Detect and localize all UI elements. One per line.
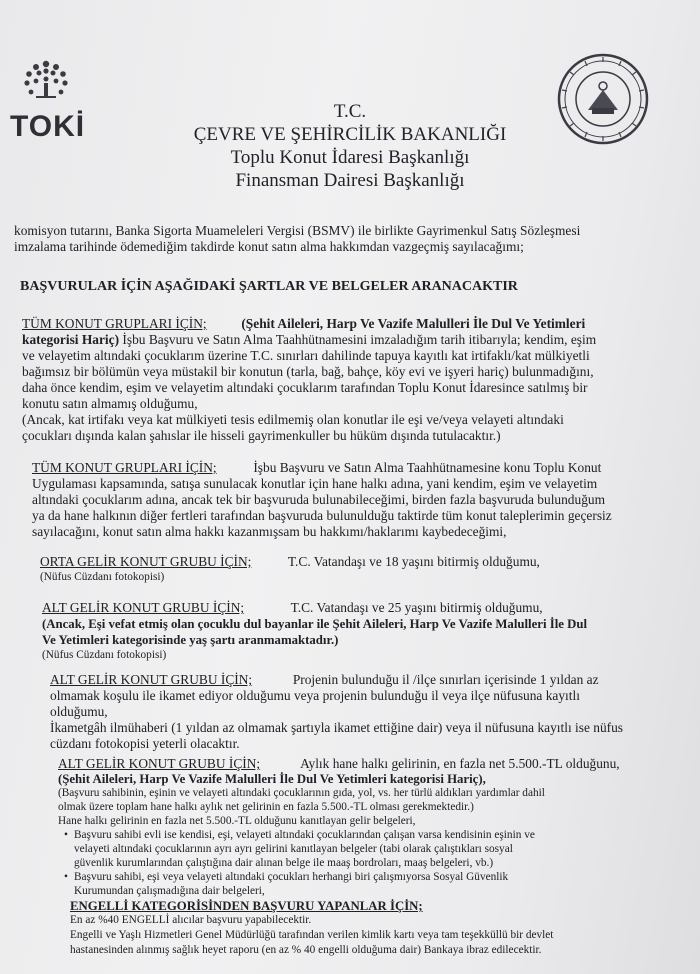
section-6-bullet: • Başvuru sahibi evli ise kendisi, eşi, velayeti altındaki çocuklarından çalışan varsa kendisinin eşinin ve <box>64 829 535 841</box>
section-7-line: En az %40 ENGELLİ alıcılar başvuru yapabilecektir. <box>70 914 312 926</box>
section-5-title: ALT GELİR KONUT GRUBU İÇİN; <box>50 672 253 687</box>
header-ministry: ÇEVRE VE ŞEHİRCİLİK BAKANLIĞI <box>193 124 507 145</box>
section-2-line: ya da hane halkının diğer fertleri tarafından başvuruda bulunulduğu taktirde tüm konut taleplerimin geçersiz <box>32 508 612 523</box>
section-4-note: (Nüfus Cüzdanı fotokopisi) <box>42 649 167 661</box>
section-4-bold: (Ancak, Eşi vefat etmiş olan çocuklu dul bayanlar ile Şehit Aileleri, Harp Ve Vazife Malulleri İle Dul <box>42 617 588 631</box>
section-1-title: TÜM KONUT GRUPLARI İÇİN; <box>22 316 207 331</box>
section-1-line <box>22 316 585 332</box>
section-1-line: konutu satın almamış olduğumu, <box>22 396 198 411</box>
section-6-bold: (Şehit Aileleri, Harp Ve Vazife Malulleri İle Dul Ve Yetimleri kategorisi Hariç), <box>58 772 486 786</box>
section-6-line: ALT GELİR KONUT GRUBU İÇİN; Aylık hane halkı gelirinin, en fazla net 5.500.-TL olduğunu, <box>58 756 620 771</box>
section-1-line: çocukları dışında kalan şahıslar ile hisseli gayrimenkuller bu hüküm dışında tutulacaktır.) <box>22 428 501 443</box>
section-1-line: kategorisi Hariç) İşbu Başvuru ve Satın Alma Taahhütnamesini imzaladığım tarih itibarıyla; kendim, eşim <box>22 332 597 347</box>
section-1-line: (Ancak, kat irtifakı veya kat mülkiyeti tesis edilmemiş olan konutlar ile eşi ve/veya velayeti altındaki <box>22 412 564 427</box>
section-3-title: ORTA GELİR KONUT GRUBU İÇİN; <box>40 554 252 569</box>
section-6-line: (Başvuru sahibinin, eşinin ve velayeti altındaki çocuklarının gıda, yol, vs. her türlü aldıkları yardımlar dahil <box>58 787 545 799</box>
section-2-line: altındaki çocuklarım adına, ancak tek bir başvuruda bulunabileceğimi, birden fazla başvuruda bulunduğum <box>32 492 606 507</box>
section-7-title: ENGELLİ KATEGORİSİNDEN BAŞVURU YAPANLAR İÇİN; <box>70 899 423 913</box>
section-3-line: ORTA GELİR KONUT GRUBU İÇİN; T.C. Vatandaşı ve 18 yaşını bitirmiş olduğumu, <box>40 554 540 569</box>
section-5-line: olduğumu, <box>50 704 108 719</box>
section-6-bullet: • Başvuru sahibi, eşi veya velayeti altındaki çocukları herhangi biri çalışmıyorsa Sosyal Güvenlik <box>64 871 509 883</box>
header-finance-dept: Finansman Dairesi Başkanlığı <box>235 170 465 191</box>
section-5-line: ALT GELİR KONUT GRUBU İÇİN; Projenin bulunduğu il /ilçe sınırları içerisinde 1 yıldan az <box>50 672 599 687</box>
section-1-line: bağımsız bir bölümün veya müstakil bir konutun (tarla, bağ, bahçe, köy evi ve işyeri hariç) bulunmadığını, <box>22 364 594 379</box>
section-2-line: Uygulaması kapsamında, satışa sunulacak konutlar için hane halkı adına, yani kendim, eşim ve velayetim <box>32 476 598 491</box>
toki-logo-text: TOKİ <box>10 110 86 143</box>
section-6-bullet-cont: velayeti altındaki çocuklarının ayrı ayrı gelirini kanıtlayan belgeler (tabi olarak çalıştıkları sosyal <box>74 843 513 855</box>
section-7-line: hastanesinden alınmış sağlık heyet raporu (en az % 40 engelli olduğuma dair) Bankaya ibraz edilecektir. <box>70 944 542 956</box>
section-1-line: ve velayetim altındaki çocuklarım üzerine T.C. sınırları dahilinde tapuya kayıtlı kat irtifaklı/kat mülkiyetli <box>22 348 590 363</box>
section-3-note: (Nüfus Cüzdanı fotokopisi) <box>40 571 165 583</box>
section-4-title: ALT GELİR KONUT GRUBU İÇİN; <box>42 600 245 615</box>
section-1-line: daha önce kendim, eşim ve velayetim altındaki çocuklarım tarafından Toplu Konut İdaresince satılmış bir <box>22 380 588 395</box>
section-2-line: TÜM KONUT GRUPLARI İÇİN; İşbu Başvuru ve Satın Alma Taahhütnamesine konu Toplu Konut <box>32 460 602 475</box>
intro-line: komisyon tutarını, Banka Sigorta Muameleleri Vergisi (BSMV) ile birlikte Gayrimenkul Satış Sözleşmesi <box>14 223 581 238</box>
section-5-line: cüzdanı fotokopisi yeterli olacaktır. <box>50 736 240 751</box>
intro-line: imzalama tarihinde ödemediğim takdirde konut satın alma hakkımdan vazgeçmiş sayılacağımı; <box>14 239 524 254</box>
section-5-line: İkametgâh ilmühaberi (1 yıldan az olmamak şartıyla ikamet ettiğine dair) veya il nüfusuna kayıtlı ise nüfus <box>50 720 624 735</box>
section-6-bullet-cont: güvenlik kurumlarından çalıştığına dair alınan belge ile maaş bordroları, maaş belgeleri, vb.) <box>74 857 494 869</box>
section-6-bullet-cont: Kurumundan çalışmadığına dair belgeleri, <box>74 885 265 897</box>
section-5-line: olmamak koşulu ile ikamet ediyor olduğumu veya projenin bulunduğu il veya ilçe nüfusuna kayıtlı <box>50 688 580 703</box>
section-4-bold: Ve Yetimleri kategorisinde yaş şartı aranmamaktadır.) <box>42 633 339 647</box>
section-4-line: ALT GELİR KONUT GRUBU İÇİN; T.C. Vatandaşı ve 25 yaşını bitirmiş olduğumu, <box>42 600 543 615</box>
section-6-line: Hane halkı gelirinin en fazla net 5.500.-TL olduğunu kanıtlayan gelir belgeleri, <box>58 815 416 827</box>
section-1-note: (Şehit Aileleri, Harp Ve Vazife Malulleri İle Dul Ve Yetimleri <box>241 316 586 331</box>
section-2-line: sayılacağını, konut satın alma hakkı kazanmışsam bu hakkımı/haklarımı kaybedeceğimi, <box>32 524 507 539</box>
section-6-line: olmak üzere toplam hane halkı aylık net gelirinin en fazla 5.500.-TL olması gerekmektedir.) <box>58 801 474 813</box>
section-7-line: Engelli ve Yaşlı Hizmetleri Genel Müdürlüğü tarafından verilen kimlik kartı veya tam teşekküllü bir devlet <box>70 929 554 941</box>
header-tc: T.C. <box>333 101 367 122</box>
header-toki: Toplu Konut İdaresi Başkanlığı <box>230 147 470 168</box>
section-2-title: TÜM KONUT GRUPLARI İÇİN; <box>32 460 217 475</box>
section-6-title: ALT GELİR KONUT GRUBU İÇİN; <box>58 756 261 771</box>
main-heading: BAŞVURULAR İÇİN AŞAĞIDAKİ ŞARTLAR VE BELGELER ARANACAKTIR <box>20 279 518 294</box>
